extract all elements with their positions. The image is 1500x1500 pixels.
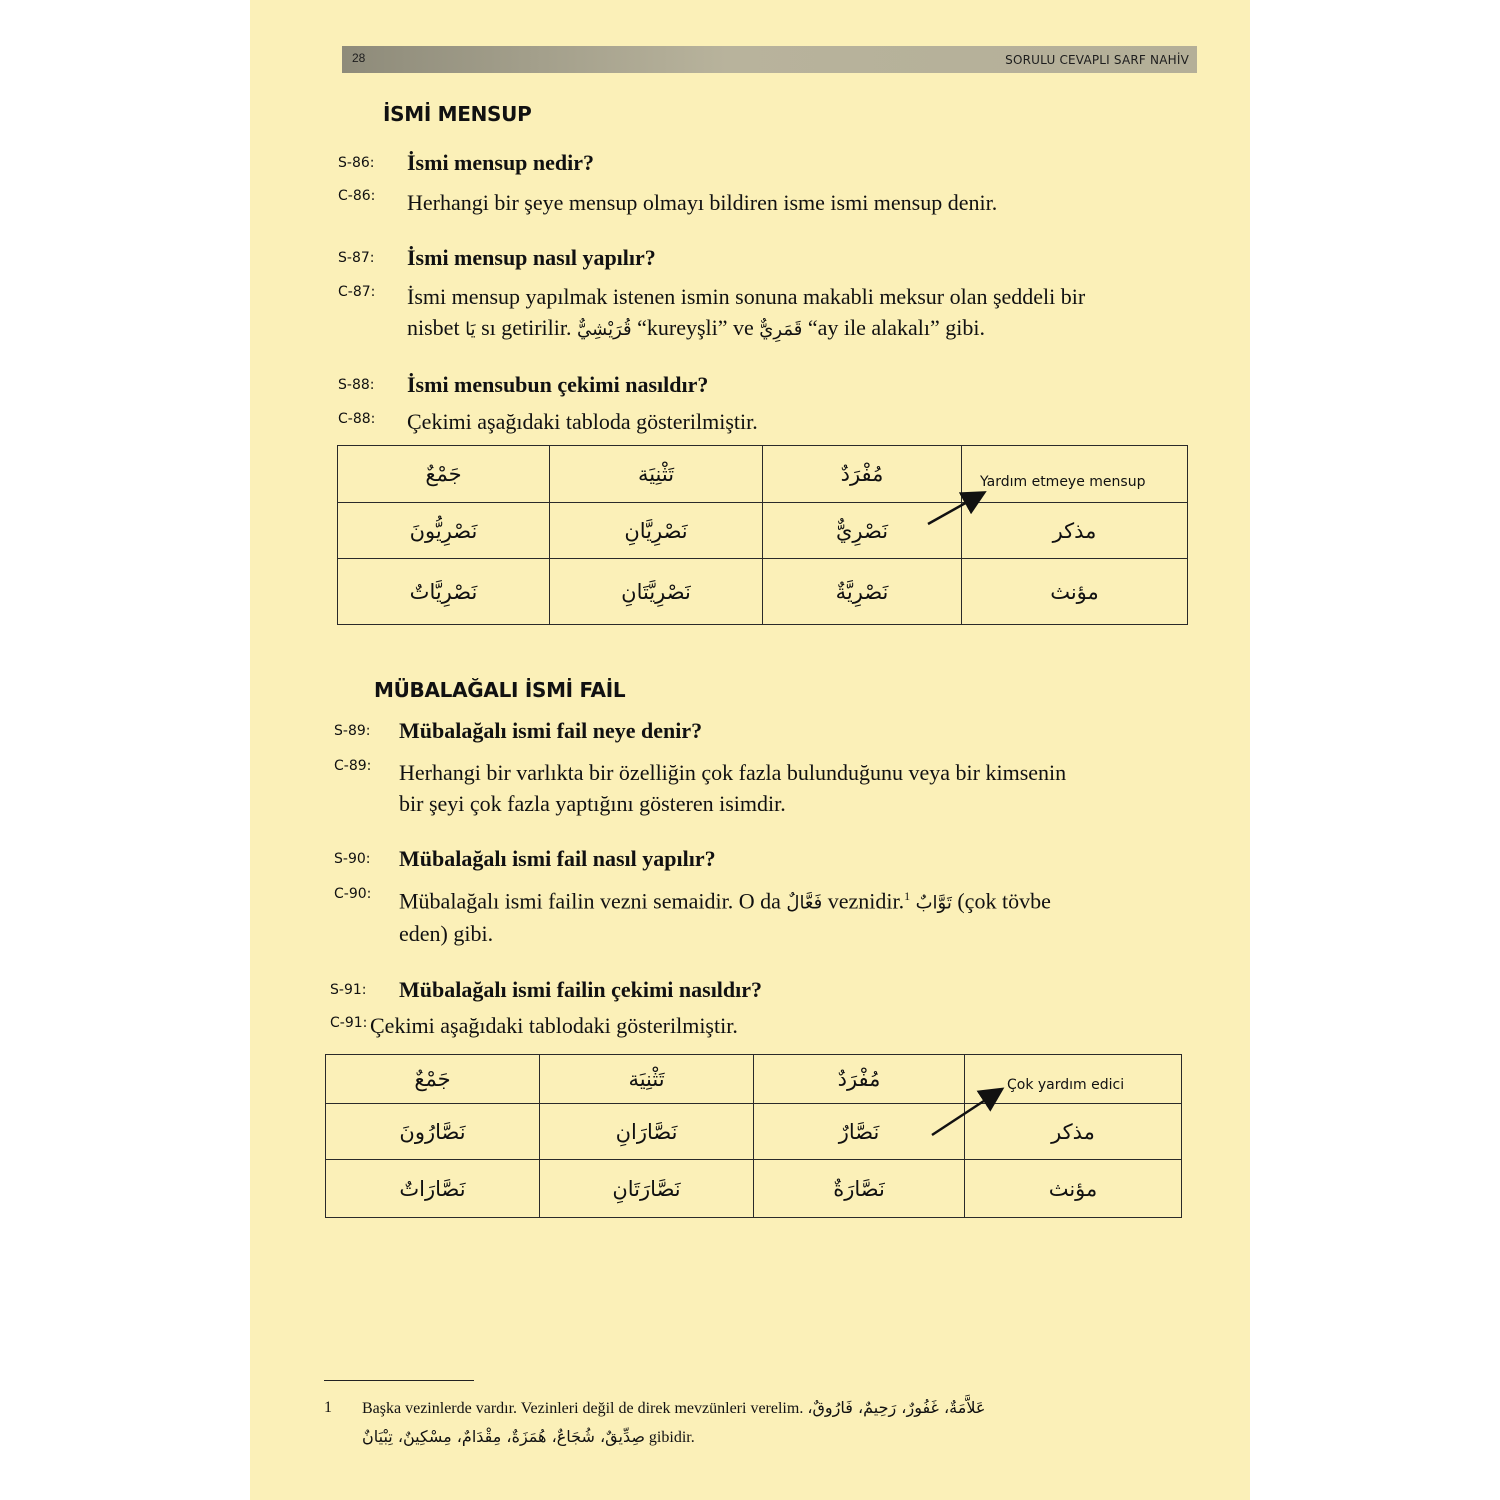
- table-row: [338, 559, 1188, 625]
- running-header: [342, 46, 1197, 73]
- table-cell: نَصَّارُونَ: [326, 1104, 540, 1160]
- answer-90-line2: eden) gibi.: [399, 921, 494, 947]
- table-header-row: [338, 446, 1188, 503]
- question-label: S-87:: [338, 250, 375, 266]
- answer-label: C-90:: [334, 886, 372, 902]
- table-cell: نَصْرِيَّتَانِ: [550, 559, 763, 625]
- table-note: Yardım etmeye mensup: [980, 474, 1146, 490]
- footnote-ref[interactable]: 1: [904, 889, 911, 903]
- conjugation-table-1: [337, 445, 1188, 625]
- footnote-line2: [362, 1423, 1182, 1452]
- answer-label: C-89:: [334, 758, 372, 774]
- footnote-line1: [362, 1394, 1182, 1423]
- answer-90: [399, 881, 1219, 949]
- answer-label: C-91:: [330, 1015, 368, 1031]
- text-run: “ay ile alakalı” gibi.: [807, 315, 985, 340]
- table-row: [326, 1160, 1182, 1218]
- table-cell-gender: مذكر: [962, 503, 1188, 559]
- question-label: S-91:: [330, 982, 367, 998]
- answer-86: Herhangi bir şeye mensup olmayı bildiren isme ismi mensup denir.: [407, 190, 998, 215]
- question-88: İsmi mensubun çekimi nasıldır?: [407, 372, 709, 397]
- question-87: İsmi mensup nasıl yapılır?: [407, 245, 656, 270]
- answer-label: C-86:: [338, 188, 376, 204]
- table-cell-gender: مؤنث: [962, 559, 1188, 625]
- answer-89-line2: bir şeyi çok fazla yaptığını gösteren isimdir.: [399, 791, 786, 816]
- book-page: [250, 0, 1250, 1500]
- answer-90-line1: [399, 881, 1219, 918]
- section-title-mubalagali-ismi-fail: MÜBALAĞALI İSMİ FAİL: [374, 678, 626, 702]
- text-run: sı getirilir.: [481, 315, 572, 340]
- table-note-cell: [962, 446, 1188, 503]
- table-cell: تَثْنِيَة: [550, 446, 763, 503]
- text-run: gibidir.: [648, 1429, 695, 1446]
- arabic-run: صِدِّيقٌ، شُجَاعٌ، هُمَزَةٌ، مِقْدَامٌ، مِسْكِينٌ، تِبْيَانٌ: [362, 1427, 645, 1446]
- footnote-divider: [324, 1380, 474, 1381]
- table-cell: نَصْرِيُّونَ: [338, 503, 550, 559]
- table-note: Çok yardım edici: [1007, 1077, 1125, 1093]
- answer-88: Çekimi aşağıdaki tabloda gösterilmiştir.: [407, 409, 758, 434]
- question-label: S-89:: [334, 723, 371, 739]
- table-cell: نَصْرِيَّةٌ: [763, 559, 962, 625]
- question-90: Mübalağalı ismi fail nasıl yapılır?: [399, 846, 716, 871]
- table-cell-gender: مؤنث: [965, 1160, 1182, 1218]
- arabic-run: قُرَيْشِيٌّ: [577, 319, 632, 340]
- answer-89-line1: Herhangi bir varlıkta bir özelliğin çok fazla bulunduğunu veya bir kimsenin: [399, 760, 1067, 785]
- page-number: 28: [352, 51, 366, 65]
- text-run: veznidir.: [827, 888, 905, 914]
- text-run: (çok tövbe: [957, 888, 1051, 914]
- answer-label: C-87:: [338, 284, 376, 300]
- footnote-number: 1: [324, 1399, 332, 1416]
- question-label: S-88:: [338, 377, 375, 393]
- table-cell-gender: مذكر: [965, 1104, 1182, 1160]
- question-86: İsmi mensup nedir?: [407, 150, 595, 175]
- arabic-run: تَوَّابٌ: [915, 892, 952, 914]
- arrow-icon: [910, 490, 990, 530]
- table-cell: نَصَّارٌ: [754, 1104, 965, 1160]
- footnote-text: [362, 1394, 1182, 1452]
- question-label: S-86:: [338, 155, 375, 171]
- question-91: Mübalağalı ismi failin çekimi nasıldır?: [399, 977, 763, 1002]
- text-run: “kureyşli” ve: [637, 315, 754, 340]
- arrow-icon: [920, 1085, 1010, 1145]
- answer-91: Çekimi aşağıdaki tablodaki gösterilmiştir.: [370, 1013, 738, 1038]
- answer-89: [399, 757, 1219, 819]
- table-cell: جَمْعٌ: [326, 1055, 540, 1104]
- table-cell: نَصَّارَتَانِ: [540, 1160, 754, 1218]
- table-cell: نَصَّارَاتٌ: [326, 1160, 540, 1218]
- question-label: S-90:: [334, 851, 371, 867]
- text-run: nisbet: [407, 315, 460, 340]
- book-title: SORULU CEVAPLI SARF NAHİV: [1005, 53, 1189, 67]
- table-cell: نَصَّارَةٌ: [754, 1160, 965, 1218]
- table-row: [338, 503, 1188, 559]
- answer-87-line2: [407, 312, 1227, 345]
- arabic-run: يَا: [465, 319, 476, 340]
- table-header-row: [326, 1055, 1182, 1104]
- arabic-run: عَلاَّمَةٌ، غَفُورٌ، رَحِيمٌ، فَارُوقٌ،: [807, 1398, 986, 1417]
- table-cell: جَمْعٌ: [338, 446, 550, 503]
- arabic-run: قَمَرِيٌّ: [759, 319, 803, 340]
- table-cell: نَصْرِيٌّ: [763, 503, 962, 559]
- table-cell: مُفْرَدٌ: [763, 446, 962, 503]
- table-cell: مُفْرَدٌ: [754, 1055, 965, 1104]
- table-row: [326, 1104, 1182, 1160]
- table-cell: نَصَّارَانِ: [540, 1104, 754, 1160]
- table-cell: نَصْرِيَّانِ: [550, 503, 763, 559]
- answer-label: C-88:: [338, 411, 376, 427]
- arabic-run: فَعَّالٌ: [786, 892, 823, 914]
- question-89: Mübalağalı ismi fail neye denir?: [399, 718, 703, 743]
- answer-87: [407, 281, 1227, 345]
- answer-87-line1: İsmi mensup yapılmak istenen ismin sonuna makabli meksur olan şeddeli bir: [407, 284, 1086, 309]
- text-run: Başka vezinlerde vardır. Vezinleri değil de direk mevzünleri verelim.: [362, 1400, 804, 1417]
- table-cell: نَصْرِيَّاتٌ: [338, 559, 550, 625]
- section-title-ismi-mensup: İSMİ MENSUP: [383, 102, 532, 126]
- conjugation-table-2: [325, 1054, 1182, 1218]
- table-cell: تَثْنِيَة: [540, 1055, 754, 1104]
- text-run: Mübalağalı ismi failin vezni semaidir. O da: [399, 888, 781, 914]
